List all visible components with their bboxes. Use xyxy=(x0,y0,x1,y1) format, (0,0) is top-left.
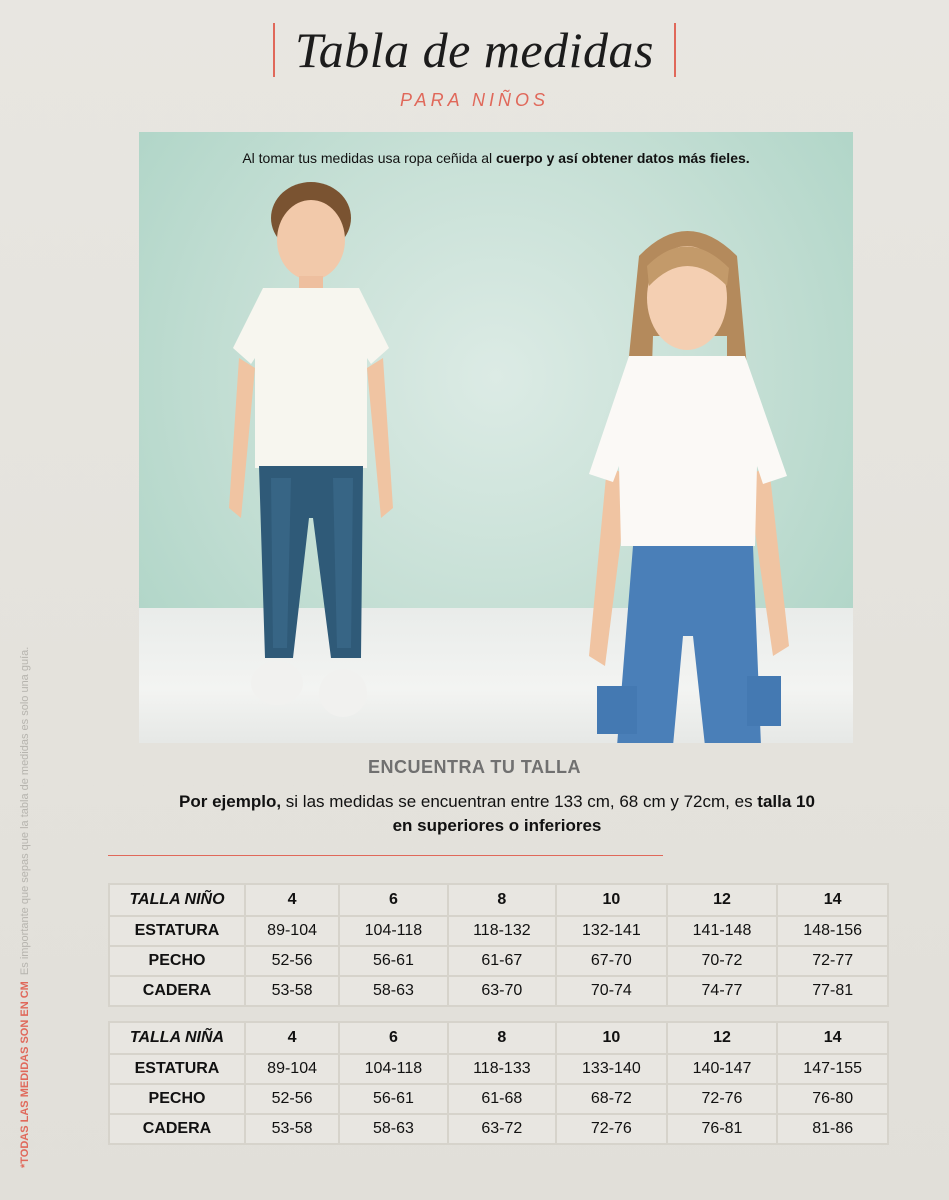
table-cell: 147-155 xyxy=(778,1055,887,1083)
table-cell: 52-56 xyxy=(246,1085,338,1113)
table-cell: 72-77 xyxy=(778,947,887,975)
table-row xyxy=(110,947,887,975)
table-cell: 72-76 xyxy=(557,1115,666,1143)
measuring-tip xyxy=(139,150,853,166)
table-cell: 76-81 xyxy=(668,1115,777,1143)
table-cell: 53-58 xyxy=(246,1115,338,1143)
table-cell: 68-72 xyxy=(557,1085,666,1113)
kids-photo xyxy=(139,132,853,743)
table-cell: 132-141 xyxy=(557,917,666,945)
table-cell: 74-77 xyxy=(668,977,777,1005)
table-cell: 104-118 xyxy=(340,1055,446,1083)
row-label: ESTATURA xyxy=(110,1055,244,1083)
table-cell: 70-74 xyxy=(557,977,666,1005)
disclaimer-units: *TODAS LAS MEDIDAS SON EN CM xyxy=(19,981,31,1168)
section-divider xyxy=(108,855,663,856)
table-header-size: 10 xyxy=(557,885,666,915)
table-cell: 56-61 xyxy=(340,947,446,975)
table-header-size: 14 xyxy=(778,885,887,915)
table-header-size: 10 xyxy=(557,1023,666,1053)
table-cell: 77-81 xyxy=(778,977,887,1005)
row-label: PECHO xyxy=(110,1085,244,1113)
table-header-size: 14 xyxy=(778,1023,887,1053)
table-header-size: 4 xyxy=(246,885,338,915)
page-header xyxy=(0,18,949,82)
table-row xyxy=(110,1085,887,1113)
table-header-size: 6 xyxy=(340,885,446,915)
table-header-size: 4 xyxy=(246,1023,338,1053)
table-cell: 70-72 xyxy=(668,947,777,975)
measuring-tip-text: Al tomar tus medidas usa ropa ceñida al xyxy=(242,150,497,166)
page-title: Tabla de medidas xyxy=(295,22,654,78)
table-row xyxy=(110,977,887,1005)
example-text: si las medidas se encuentran entre 133 cm, 68 cm y 72cm, es xyxy=(281,792,758,811)
table-header-size: 12 xyxy=(668,885,777,915)
table-cell: 72-76 xyxy=(668,1085,777,1113)
table-cell: 81-86 xyxy=(778,1115,887,1143)
row-label: CADERA xyxy=(110,977,244,1005)
table-cell: 61-68 xyxy=(449,1085,555,1113)
table-cell: 52-56 xyxy=(246,947,338,975)
row-label: CADERA xyxy=(110,1115,244,1143)
measuring-tip-bold: cuerpo y así obtener datos más fieles. xyxy=(496,150,750,166)
disclaimer-guide: Es importante que sepas que la tabla de medidas es solo una guía. xyxy=(19,646,31,976)
example-line2: en superiores o inferiores xyxy=(392,816,602,835)
table-row xyxy=(110,1055,887,1083)
table-header-label: TALLA NIÑA xyxy=(110,1023,244,1053)
table-cell: 76-80 xyxy=(778,1085,887,1113)
girl-figure xyxy=(577,216,807,743)
table-cell: 118-132 xyxy=(449,917,555,945)
girls-size-table xyxy=(108,1021,889,1145)
example-lead: Por ejemplo, xyxy=(179,792,282,811)
table-cell: 53-58 xyxy=(246,977,338,1005)
table-cell: 58-63 xyxy=(340,977,446,1005)
page-subtitle: PARA NIÑOS xyxy=(399,90,550,110)
table-cell: 148-156 xyxy=(778,917,887,945)
table-cell: 56-61 xyxy=(340,1085,446,1113)
title-divider-right xyxy=(674,23,676,77)
table-cell: 133-140 xyxy=(557,1055,666,1083)
table-cell: 67-70 xyxy=(557,947,666,975)
table-cell: 63-70 xyxy=(449,977,555,1005)
table-cell: 104-118 xyxy=(340,917,446,945)
table-cell: 89-104 xyxy=(246,917,338,945)
table-header-size: 6 xyxy=(340,1023,446,1053)
table-row xyxy=(110,1115,887,1143)
table-header-size: 12 xyxy=(668,1023,777,1053)
row-label: PECHO xyxy=(110,947,244,975)
table-header-row xyxy=(110,885,887,915)
table-cell: 140-147 xyxy=(668,1055,777,1083)
table-cell: 58-63 xyxy=(340,1115,446,1143)
table-cell: 141-148 xyxy=(668,917,777,945)
size-example xyxy=(0,790,949,838)
boy-figure xyxy=(221,178,401,738)
row-label: ESTATURA xyxy=(110,917,244,945)
table-cell: 61-67 xyxy=(449,947,555,975)
table-header-label: TALLA NIÑO xyxy=(110,885,244,915)
table-cell: 63-72 xyxy=(449,1115,555,1143)
example-size: talla 10 xyxy=(757,792,815,811)
table-row xyxy=(110,917,887,945)
table-header-size: 8 xyxy=(449,885,555,915)
table-cell: 89-104 xyxy=(246,1055,338,1083)
find-size-heading: ENCUENTRA TU TALLA xyxy=(368,757,581,777)
table-header-row xyxy=(110,1023,887,1053)
table-cell: 118-133 xyxy=(449,1055,555,1083)
boys-size-table xyxy=(108,883,889,1007)
table-header-size: 8 xyxy=(449,1023,555,1053)
